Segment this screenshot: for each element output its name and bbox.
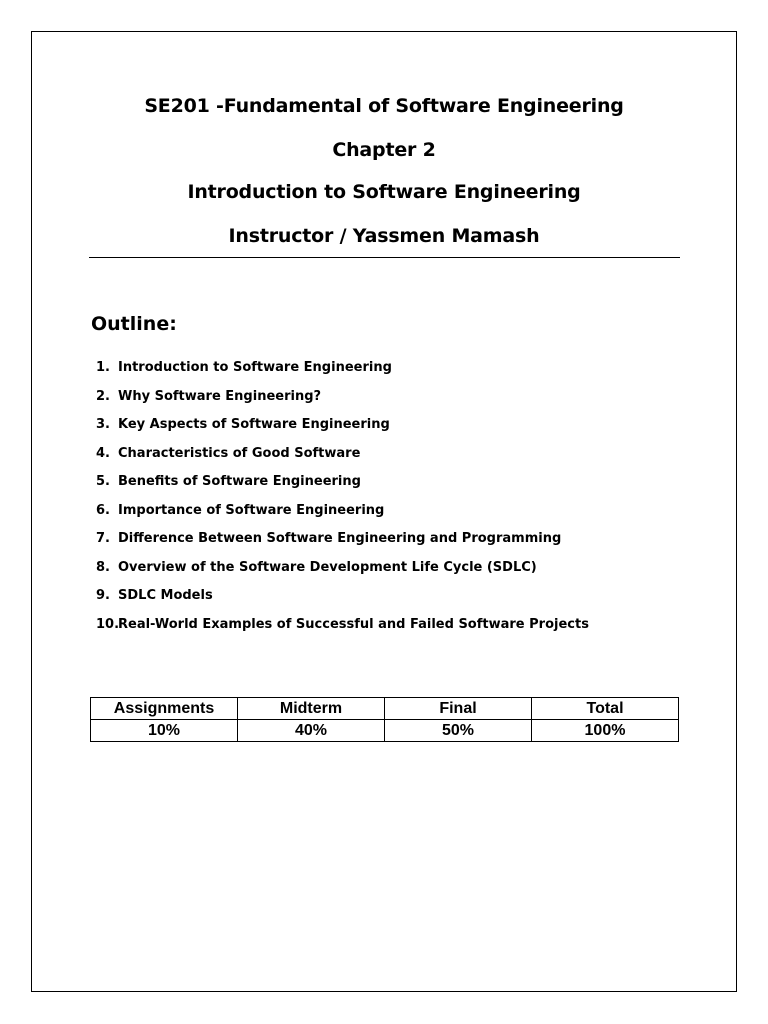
grading-header-cell: Assignments	[91, 698, 238, 720]
outline-item-number: 10.	[96, 616, 120, 632]
grading-value-cell: 50%	[385, 720, 532, 742]
header-divider	[89, 257, 680, 258]
outline-item-number: 9.	[96, 588, 110, 603]
grading-header-row	[91, 698, 679, 720]
outline-item-text: SDLC Models	[118, 588, 213, 603]
outline-item-number: 6.	[96, 502, 110, 518]
outline-item-text: Introduction to Software Engineering	[118, 360, 392, 375]
outline-item-text: Importance of Software Engineering	[118, 502, 385, 518]
outline-item	[96, 444, 589, 473]
grading-value-row	[91, 720, 679, 742]
outline-item-text: Benefits of Software Engineering	[118, 474, 361, 489]
outline-item-text: Why Software Engineering?	[118, 388, 322, 404]
outline-item	[96, 529, 589, 558]
outline-list	[96, 358, 589, 643]
outline-item-text: Characteristics of Good Software	[118, 445, 361, 461]
outline-item-text: Difference Between Software Engineering and Programming	[118, 531, 562, 546]
outline-item-text: Overview of the Software Development Life Cycle (SDLC)	[118, 559, 537, 575]
outline-item	[96, 501, 589, 530]
outline-item-number: 7.	[96, 531, 110, 546]
grading-value-cell: 40%	[238, 720, 385, 742]
outline-item-number: 1.	[96, 360, 110, 375]
outline-item	[96, 586, 589, 615]
grading-header-cell: Final	[385, 698, 532, 720]
outline-item-text: Real-World Examples of Successful and Failed Software Projects	[118, 616, 589, 632]
grading-header-cell: Total	[532, 698, 679, 720]
outline-item	[96, 472, 589, 501]
outline-item	[96, 415, 589, 444]
outline-item	[96, 358, 589, 387]
outline-heading: Outline:	[91, 313, 177, 335]
grading-value-cell: 100%	[532, 720, 679, 742]
outline-item-number: 8.	[96, 559, 110, 575]
grading-header-cell: Midterm	[238, 698, 385, 720]
outline-item	[96, 387, 589, 416]
chapter-title: Chapter 2	[332, 139, 436, 161]
topic-title: Introduction to Software Engineering	[187, 181, 581, 203]
outline-item-text: Key Aspects of Software Engineering	[118, 417, 390, 432]
outline-item-number: 2.	[96, 388, 110, 404]
outline-item-number: 5.	[96, 474, 110, 489]
outline-item	[96, 615, 589, 644]
course-title: SE201 -Fundamental of Software Engineering	[144, 95, 624, 117]
outline-item	[96, 558, 589, 587]
grading-table	[90, 697, 679, 742]
instructor-name: Instructor / Yassmen Mamash	[228, 225, 540, 247]
outline-item-number: 4.	[96, 445, 110, 461]
outline-item-number: 3.	[96, 417, 110, 432]
grading-value-cell: 10%	[91, 720, 238, 742]
